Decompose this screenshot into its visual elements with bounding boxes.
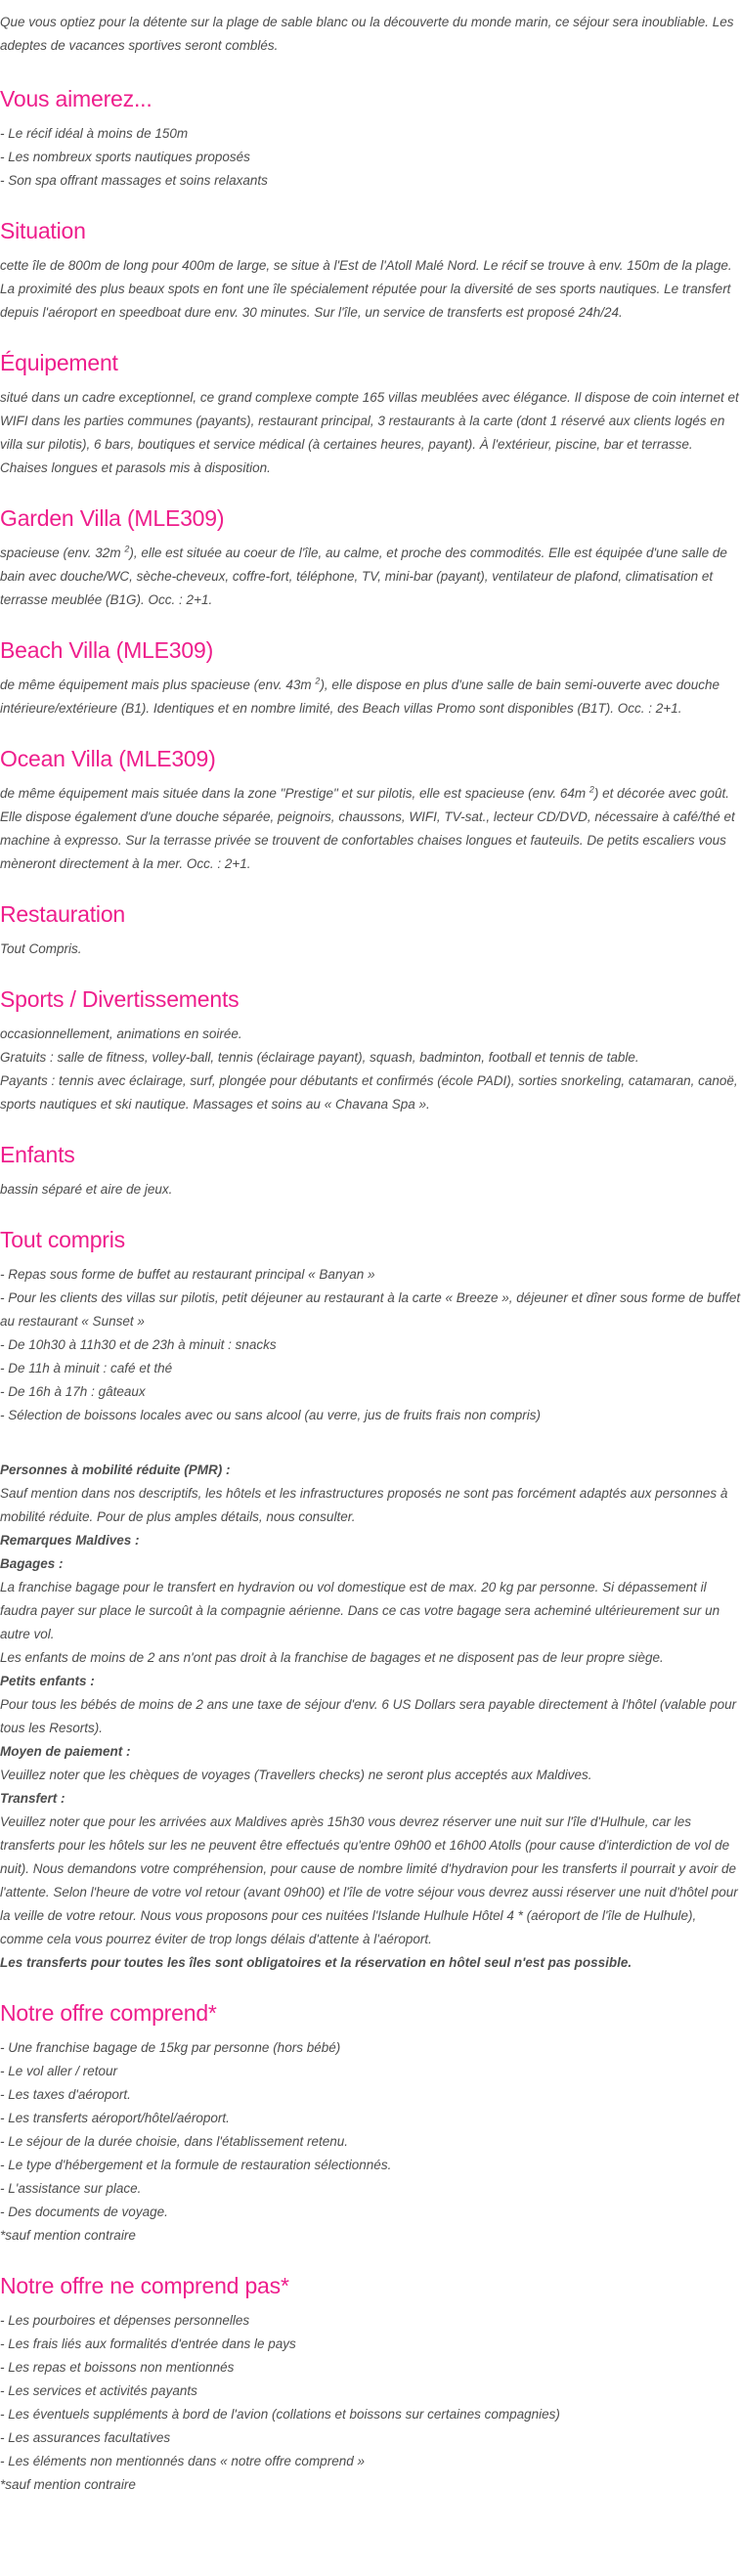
- section-title-restauration: Restauration: [0, 901, 126, 927]
- garden-text-part: spacieuse (env. 32m: [0, 546, 125, 560]
- garden-text-part: ), elle est située au coeur de l'île, au calme, et proche des commodités. Elle est équipée d'une salle de bain avec douche/WC, sèche-cheveux, coffre-fort, téléphone, TV, mini-bar (payant), ventilateur de plafond, climatisation et terrasse meublée (B1G). Occ. : 2+1.: [0, 546, 727, 607]
- footnote: *sauf mention contraire: [0, 2228, 136, 2243]
- list-item: - Le vol aller / retour: [0, 2064, 118, 2078]
- list-item: - Pour les clients des villas sur pilotis, petit déjeuner au restaurant à la carte « Breeze », déjeuner et dîner sous forme de buffet au restaurant « Sunset »: [0, 1290, 741, 1329]
- offre-ne-comprend-list: [0, 2309, 741, 2497]
- list-item: - Les nombreux sports nautiques proposés: [0, 150, 250, 164]
- situation-text: cette île de 800m de long pour 400m de large, se situe à l'Est de l'Atoll Malé Nord. Le récif se trouve à env. 150m de la plage. La proximité des plus beaux spots en font une île spécialement réputée pour la diversité de ses sports nautiques. Le transfert depuis l'aéroport en speedboat dure env. 30 minutes. Sur l'île, un service de transferts est proposé 24h/24.: [0, 258, 732, 320]
- list-item: - De 11h à minuit : café et thé: [0, 1361, 173, 1375]
- restauration-text: Tout Compris.: [0, 941, 82, 956]
- superscript: 2: [315, 676, 321, 686]
- superscript: 2: [588, 784, 594, 795]
- list-item: - Le type d'hébergement et la formule de restauration sélectionnés.: [0, 2158, 392, 2172]
- superscript: 2: [124, 544, 130, 554]
- list-item: - De 10h30 à 11h30 et de 23h à minuit : snacks: [0, 1337, 277, 1352]
- petits-enfants-text: Pour tous les bébés de moins de 2 ans une taxe de séjour d'env. 6 US Dollars sera payable directement à l'hôtel (valable pour tous les Resorts).: [0, 1697, 737, 1735]
- ocean-text-part: de même équipement mais située dans la zone "Prestige" et sur pilotis, elle est spacieuse (env. 64m: [0, 786, 589, 801]
- intro-text: Que vous optiez pour la détente sur la plage de sable blanc ou la découverte du monde marin, ce séjour sera inoubliable. Les adeptes de vacances sportives seront comblés.: [0, 15, 734, 53]
- beach-text-part: de même équipement mais plus spacieuse (env. 43m: [0, 677, 316, 692]
- offre-comprend-list: [0, 2036, 741, 2248]
- footnote: *sauf mention contraire: [0, 2477, 136, 2492]
- bagages-title: Bagages :: [0, 1556, 64, 1571]
- list-item: - Les éléments non mentionnés dans « notre offre comprend »: [0, 2454, 365, 2468]
- vous-aimerez-list: [0, 122, 741, 193]
- section-title-enfants: Enfants: [0, 1142, 75, 1167]
- equipement-text: situé dans un cadre exceptionnel, ce grand complexe compte 165 villas meublées avec élégance. Il dispose de coin internet et WIFI dans les parties communes (payants), restaurant principal, 3 restaurants à la carte (dont 1 réservé aux clients logés en villa sur pilotis), 6 bars, boutiques et service médical (à certaines heures, payant). À l'extérieur, piscine, bar et terrasse. Chaises longues et parasols mis à disposition.: [0, 390, 739, 475]
- beach-text-part: ), elle dispose en plus d'une salle de bain semi-ouverte avec douche intérieure/extérieure (B1). Identiques et en nombre limité, des Beach villas Promo sont disponibles (B1T). Occ. : 2+1.: [0, 677, 720, 716]
- list-item: - Les services et activités payants: [0, 2383, 197, 2398]
- list-item: - Les assurances facultatives: [0, 2430, 171, 2445]
- section-title-offre-ne-comprend-pas: Notre offre ne comprend pas*: [0, 2273, 289, 2298]
- list-item: - Les éventuels suppléments à bord de l'avion (collations et boissons sur certaines compagnies): [0, 2407, 560, 2422]
- remarques-title: Remarques Maldives :: [0, 1533, 140, 1548]
- list-item: - De 16h à 17h : gâteaux: [0, 1384, 146, 1399]
- section-title-offre-comprend: Notre offre comprend*: [0, 2000, 217, 2026]
- text-line: occasionnellement, animations en soirée.: [0, 1026, 242, 1041]
- paiement-title: Moyen de paiement :: [0, 1744, 131, 1759]
- section-title-vous-aimerez: Vous aimerez...: [0, 86, 153, 111]
- tout-compris-list: [0, 1263, 741, 1427]
- list-item: - Les pourboires et dépenses personnelles: [0, 2313, 250, 2328]
- list-item: - Sélection de boissons locales avec ou sans alcool (au verre, jus de fruits frais non compris): [0, 1408, 542, 1422]
- ocean-villa-text: [0, 782, 741, 876]
- list-item: - Repas sous forme de buffet au restaurant principal « Banyan »: [0, 1267, 375, 1282]
- list-item: - Son spa offrant massages et soins relaxants: [0, 173, 268, 188]
- list-item: - Le séjour de la durée choisie, dans l'établissement retenu.: [0, 2134, 349, 2149]
- pmr-title: Personnes à mobilité réduite (PMR) :: [0, 1463, 231, 1477]
- bagages-text: La franchise bagage pour le transfert en hydravion ou vol domestique est de max. 20 kg par personne. Si dépassement il faudra payer sur place le surcoût à la compagnie aérienne. Dans ce cas votre bagage sera acheminé ultérieurement sur un autre vol.: [0, 1580, 720, 1641]
- list-item: - L'assistance sur place.: [0, 2181, 142, 2196]
- text-line: Payants : tennis avec éclairage, surf, plongée pour débutants et confirmés (école PADI), sorties snorkeling, catamaran, canoë, sports nautiques et ski nautique. Massages et soins au « Chavana Spa ».: [0, 1073, 738, 1112]
- transfert-title: Transfert :: [0, 1791, 65, 1806]
- list-item: - Une franchise bagage de 15kg par personne (hors bébé): [0, 2040, 341, 2055]
- petits-enfants-title: Petits enfants :: [0, 1674, 95, 1688]
- section-title-situation: Situation: [0, 218, 86, 243]
- ocean-text-part: ) et décorée avec goût. Elle dispose également d'une douche séparée, peignoirs, chaussons, WIFI, TV-sat., lecteur CD/DVD, nécessaire à café/thé et machine à expresso. Sur la terrasse privée se trouvent de confortables chaises longues et fauteuils. De petits escaliers vous mèneront directement à la mer. Occ. : 2+1.: [0, 786, 735, 871]
- bagages-text: Les enfants de moins de 2 ans n'ont pas droit à la franchise de bagages et ne disposent pas de leur propre siège.: [0, 1650, 664, 1665]
- pmr-text: Sauf mention dans nos descriptifs, les hôtels et les infrastructures proposés ne sont pas forcément adaptés aux personnes à mobilité réduite. Pour de plus amples détails, nous consulter.: [0, 1486, 728, 1524]
- transfert-note: Les transferts pour toutes les îles sont obligatoires et la réservation en hôtel seul n'est pas possible.: [0, 1955, 632, 1970]
- section-title-beach-villa: Beach Villa (MLE309): [0, 637, 214, 663]
- garden-villa-text: [0, 542, 741, 612]
- practical-info: [0, 1459, 741, 1975]
- paiement-text: Veuillez noter que les chèques de voyages (Travellers checks) ne seront plus acceptés aux Maldives.: [0, 1768, 592, 1782]
- beach-villa-text: [0, 674, 741, 720]
- list-item: - Les frais liés aux formalités d'entrée dans le pays: [0, 2336, 296, 2351]
- list-item: - Le récif idéal à moins de 150m: [0, 126, 189, 141]
- section-title-tout-compris: Tout compris: [0, 1227, 125, 1252]
- section-title-garden-villa: Garden Villa (MLE309): [0, 505, 225, 531]
- section-title-equipement: Équipement: [0, 350, 118, 375]
- list-item: - Des documents de voyage.: [0, 2205, 168, 2219]
- enfants-text: bassin séparé et aire de jeux.: [0, 1182, 173, 1197]
- list-item: - Les transferts aéroport/hôtel/aéroport.: [0, 2111, 230, 2125]
- sports-text: [0, 1023, 741, 1116]
- transfert-text: Veuillez noter que pour les arrivées aux Maldives après 15h30 vous devrez réserver une nuit sur l'île d'Hulhule, car les transferts pour les hôtels sur les ne peuvent être effectués qu'entre 09h00 et 16h00 Atolls (pour cause d'interdiction de vol de nuit). Nous demandons votre compréhension, pour cause de nombre limité d'hydravion pour les transferts il pourrait y avoir de l'attente. Selon l'heure de votre vol retour (avant 09h00) et l'île de votre séjour vous devrez aussi réserver une nuit d'hôtel pour la veille de votre retour. Nous vous proposons pour ces nuitées l'Islande Hulhule Hôtel 4 * (aéroport de l'île de Hulhule), comme cela vous pourrez éviter de trop longs délais d'attente à l'aéroport.: [0, 1814, 738, 1946]
- section-title-sports: Sports / Divertissements: [0, 986, 240, 1012]
- list-item: - Les taxes d'aéroport.: [0, 2087, 131, 2102]
- list-item: - Les repas et boissons non mentionnés: [0, 2360, 235, 2375]
- text-line: Gratuits : salle de fitness, volley-ball, tennis (éclairage payant), squash, badminton, football et tennis de table.: [0, 1050, 639, 1065]
- section-title-ocean-villa: Ocean Villa (MLE309): [0, 746, 216, 771]
